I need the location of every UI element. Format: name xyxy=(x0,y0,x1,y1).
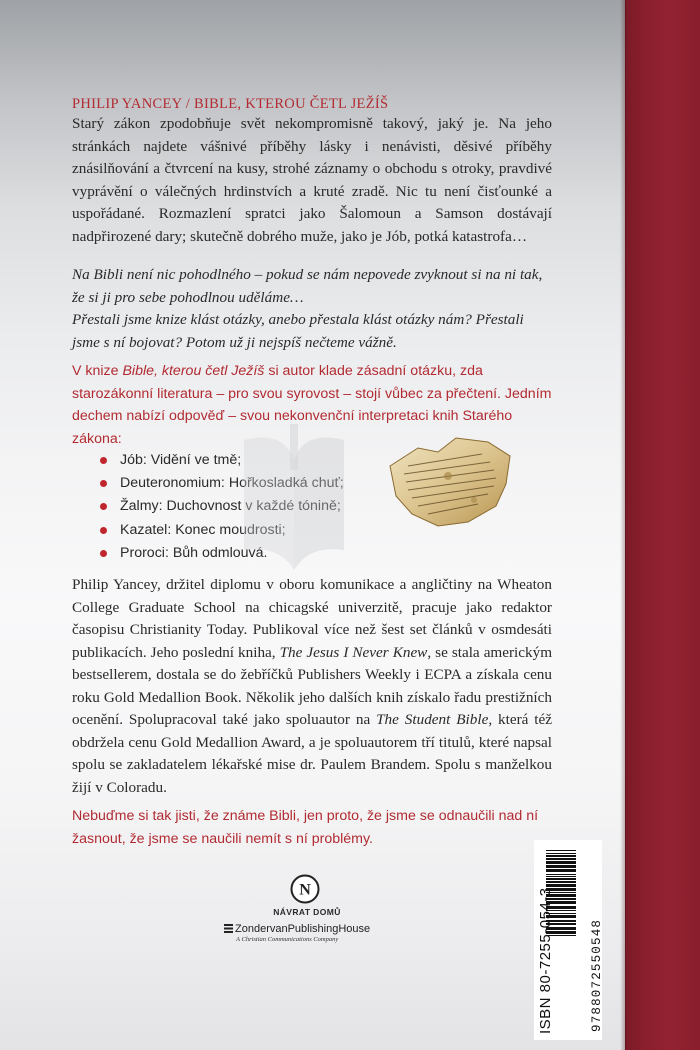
summary-text: V knize xyxy=(72,363,123,379)
book-spine xyxy=(625,0,700,1050)
intro-paragraph: Starý zákon zpodobňuje svět nekompromisně takový, jaký je. Na jeho stránkách najdete vášnivé příběhy lásky i nenávisti, děsivé příběhy znásilňování a čtvrcení na kusy, strohé záznamy o obchodu s otroky, pravdivé vyprávění o válečných hrdinstvích a kruté zradě. Nic tu není čisťounké a uspořádané. Rozmazlení spratci jako Šalomoun a Samson dostávají nadpřirozené dary; skutečně dobrého muže, jako je Jób, potká katastrofa… xyxy=(72,115,552,245)
author-bio: Philip Yancey, držitel diplomu v oboru komunikace a angličtiny na Wheaton College Graduate School na chicagské univerzitě, pracuje jako redaktor časopisu Christianity Today. Publikoval více než šest set článků v osmdesáti publikacích. Jeho poslední kniha, The Jesus I Never Knew, se stala americkým bestsellerem, dostala se do žebříčků Publishers Weekly i ECPA a získala cenu roku Gold Medallion Book. Několik jeho dalších knih získalo řadu prestižních ocenění. Spolupracoval také jako spoluautor na The Student Bible, která též obdržela cenu Gold Medallion Award, a je spoluautorem tří titulů, které napsal spolu se zakladatelem lékařské mise dr. Paulem Brandem. Spolu s manželkou žijí v Coloradu. xyxy=(72,576,553,796)
closing-quote: Nebuďme si tak jisti, že známe Bibli, jen proto, že jsme se odnaučili nad ní žasnout, že jsme se naučili nemít s ní problémy. xyxy=(72,808,539,847)
quote-line: Přestali jsme knize klást otázky, anebo přestala klást otázky nám? Přestali jsme s ní bojovat? Potom už ji nejspíš nečteme vážně. xyxy=(72,311,524,351)
scroll-fragment-image xyxy=(378,426,518,532)
zondervan-mark-icon xyxy=(224,924,233,933)
list-item: Deuteronomium: Hořkosladká chuť; xyxy=(96,472,344,495)
ean-number: 9788072550548 xyxy=(590,918,604,1032)
list-item: Kazatel: Konec moudrosti; xyxy=(96,519,344,542)
open-book-watermark-icon xyxy=(224,410,364,580)
bullet-icon xyxy=(100,480,107,487)
quote-line: Na Bibli není nic pohodlného – pokud se nám nepovede zvyknout si na ni tak, že si ji pro sebe pohodlnou uděláme… xyxy=(72,266,543,306)
bullet-icon xyxy=(100,550,107,557)
publisher-logo-icon xyxy=(290,874,320,904)
list-item: Žalmy: Duchovnost v každé tónině; xyxy=(96,495,344,518)
publisher-name: NÁVRAT DOMŮ xyxy=(273,907,341,917)
bio-book-title: The Student Bible xyxy=(376,711,489,728)
bullet-icon xyxy=(100,503,107,510)
copublisher-logo xyxy=(224,923,370,935)
copublisher-name: ZondervanPublishingHouse xyxy=(235,923,371,935)
italic-quote xyxy=(72,264,552,354)
publisher-logo-letter: N xyxy=(299,881,311,899)
summary-book-title: Bible, kterou četl Ježíš xyxy=(122,363,265,379)
isbn-number: ISBN 80-7255-054-3 xyxy=(537,887,554,1034)
spine-edge-shadow xyxy=(620,0,626,1050)
bio-book-title: The Jesus I Never Knew xyxy=(279,643,428,661)
summary-text: si autor klade zásadní otázku, zda starozákonní literatura – pro svou syrovost – stojí vůbec za přečtení. Jedním dechem nabízí odpověď – svou nekonvenční interpretaci knih Starého zákona: xyxy=(72,363,552,447)
list-item: Proroci: Bůh odmlouvá. xyxy=(96,542,344,565)
copublisher-tagline: A Christian Communications Company xyxy=(236,936,339,943)
bullet-icon xyxy=(100,527,107,534)
list-item: Jób: Vidění ve tmě; xyxy=(96,449,344,472)
bullet-icon xyxy=(100,457,107,464)
author-title-heading: PHILIP YANCEY / BIBLE, KTEROU ČETL JEŽÍŠ xyxy=(72,96,389,112)
